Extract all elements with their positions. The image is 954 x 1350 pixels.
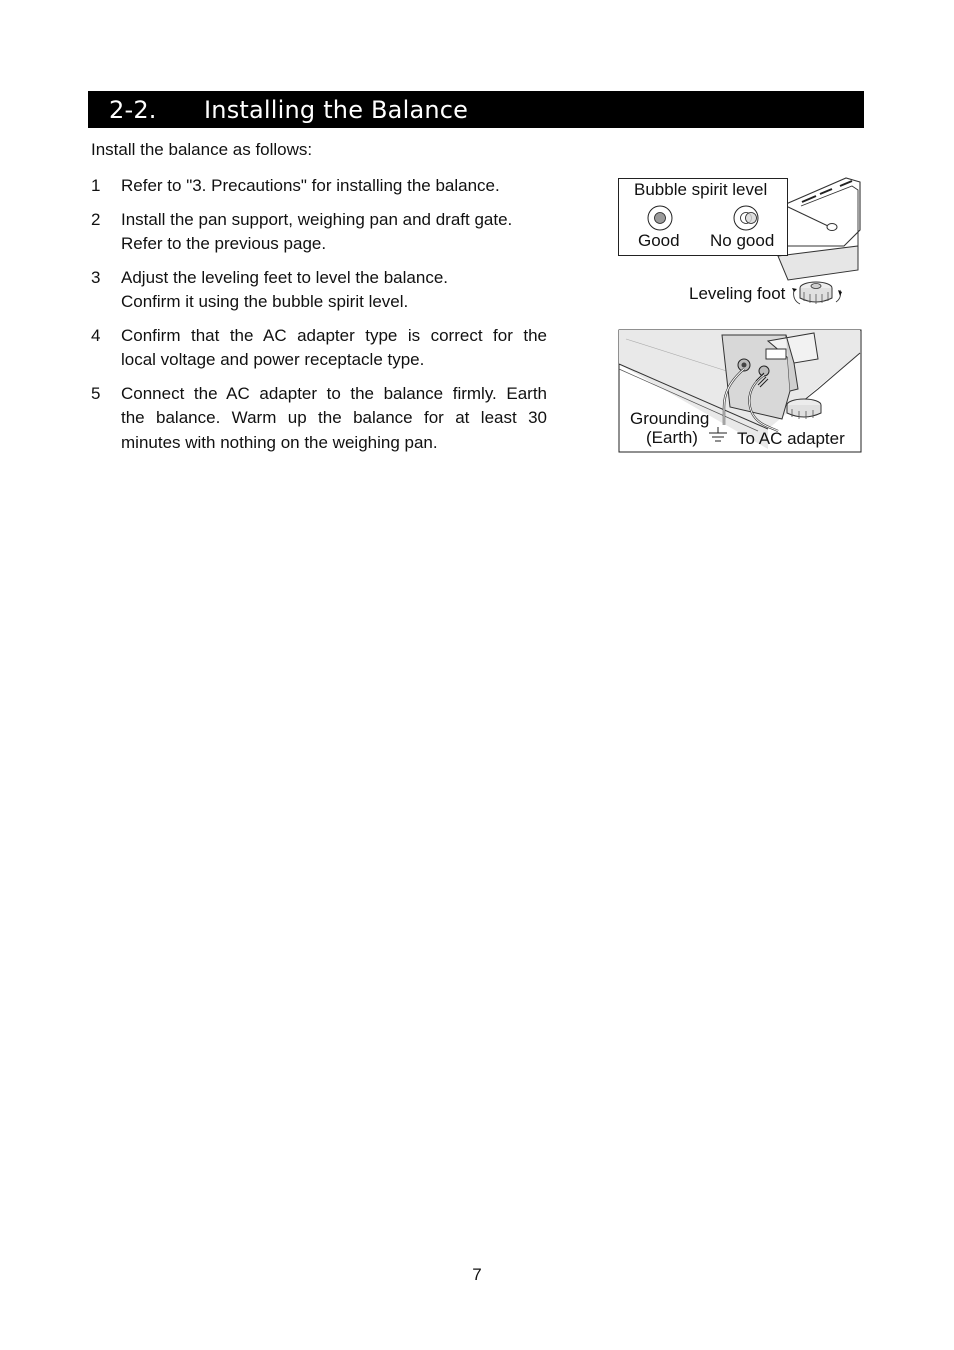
leveling-foot-label: Leveling foot <box>689 284 786 303</box>
no-good-label: No good <box>710 231 775 250</box>
intro-text: Install the balance as follows: <box>91 140 313 159</box>
step-text: minutes with nothing on the weighing pan. <box>121 432 438 452</box>
steps-list <box>91 174 547 455</box>
section-header <box>88 91 864 128</box>
step-number: 5 <box>91 383 101 403</box>
step-number: 2 <box>91 209 101 229</box>
step-text: local voltage and power receptacle type. <box>121 350 425 369</box>
step-text: Refer to "3. Precautions" for installing the balance. <box>121 176 500 195</box>
step-item <box>91 324 547 373</box>
bubble-level-figure <box>616 176 864 316</box>
step-text: Confirm that the AC adapter type is correct for the <box>121 325 547 345</box>
step-text: Confirm it using the bubble spirit level. <box>121 292 409 311</box>
step-text: the balance. Warm up the balance for at least 30 <box>121 408 547 427</box>
section-title: Installing the Balance <box>204 96 469 124</box>
step-text: Refer to the previous page. <box>121 234 327 253</box>
step-item <box>91 174 547 199</box>
step-text: Adjust the leveling feet to level the balance. <box>121 267 448 287</box>
earth-label: (Earth) <box>646 428 698 447</box>
section-number: 2-2. <box>109 96 157 124</box>
step-item <box>91 266 547 315</box>
good-label: Good <box>638 231 680 250</box>
ac-adapter-label: To AC adapter <box>737 429 845 448</box>
step-number: 4 <box>91 325 101 345</box>
step-item <box>91 208 547 257</box>
step-text: Install the pan support, weighing pan and draft gate. <box>121 209 513 229</box>
step-number: 1 <box>91 176 101 195</box>
grounding-label: Grounding <box>630 409 710 428</box>
grounding-figure <box>618 329 862 453</box>
step-text: Connect the AC adapter to the balance firmly. Earth <box>121 383 547 403</box>
step-number: 3 <box>91 267 101 287</box>
spirit-level-label: Bubble spirit level <box>634 180 768 199</box>
page-number: 7 <box>472 1265 482 1284</box>
step-item <box>91 382 547 456</box>
